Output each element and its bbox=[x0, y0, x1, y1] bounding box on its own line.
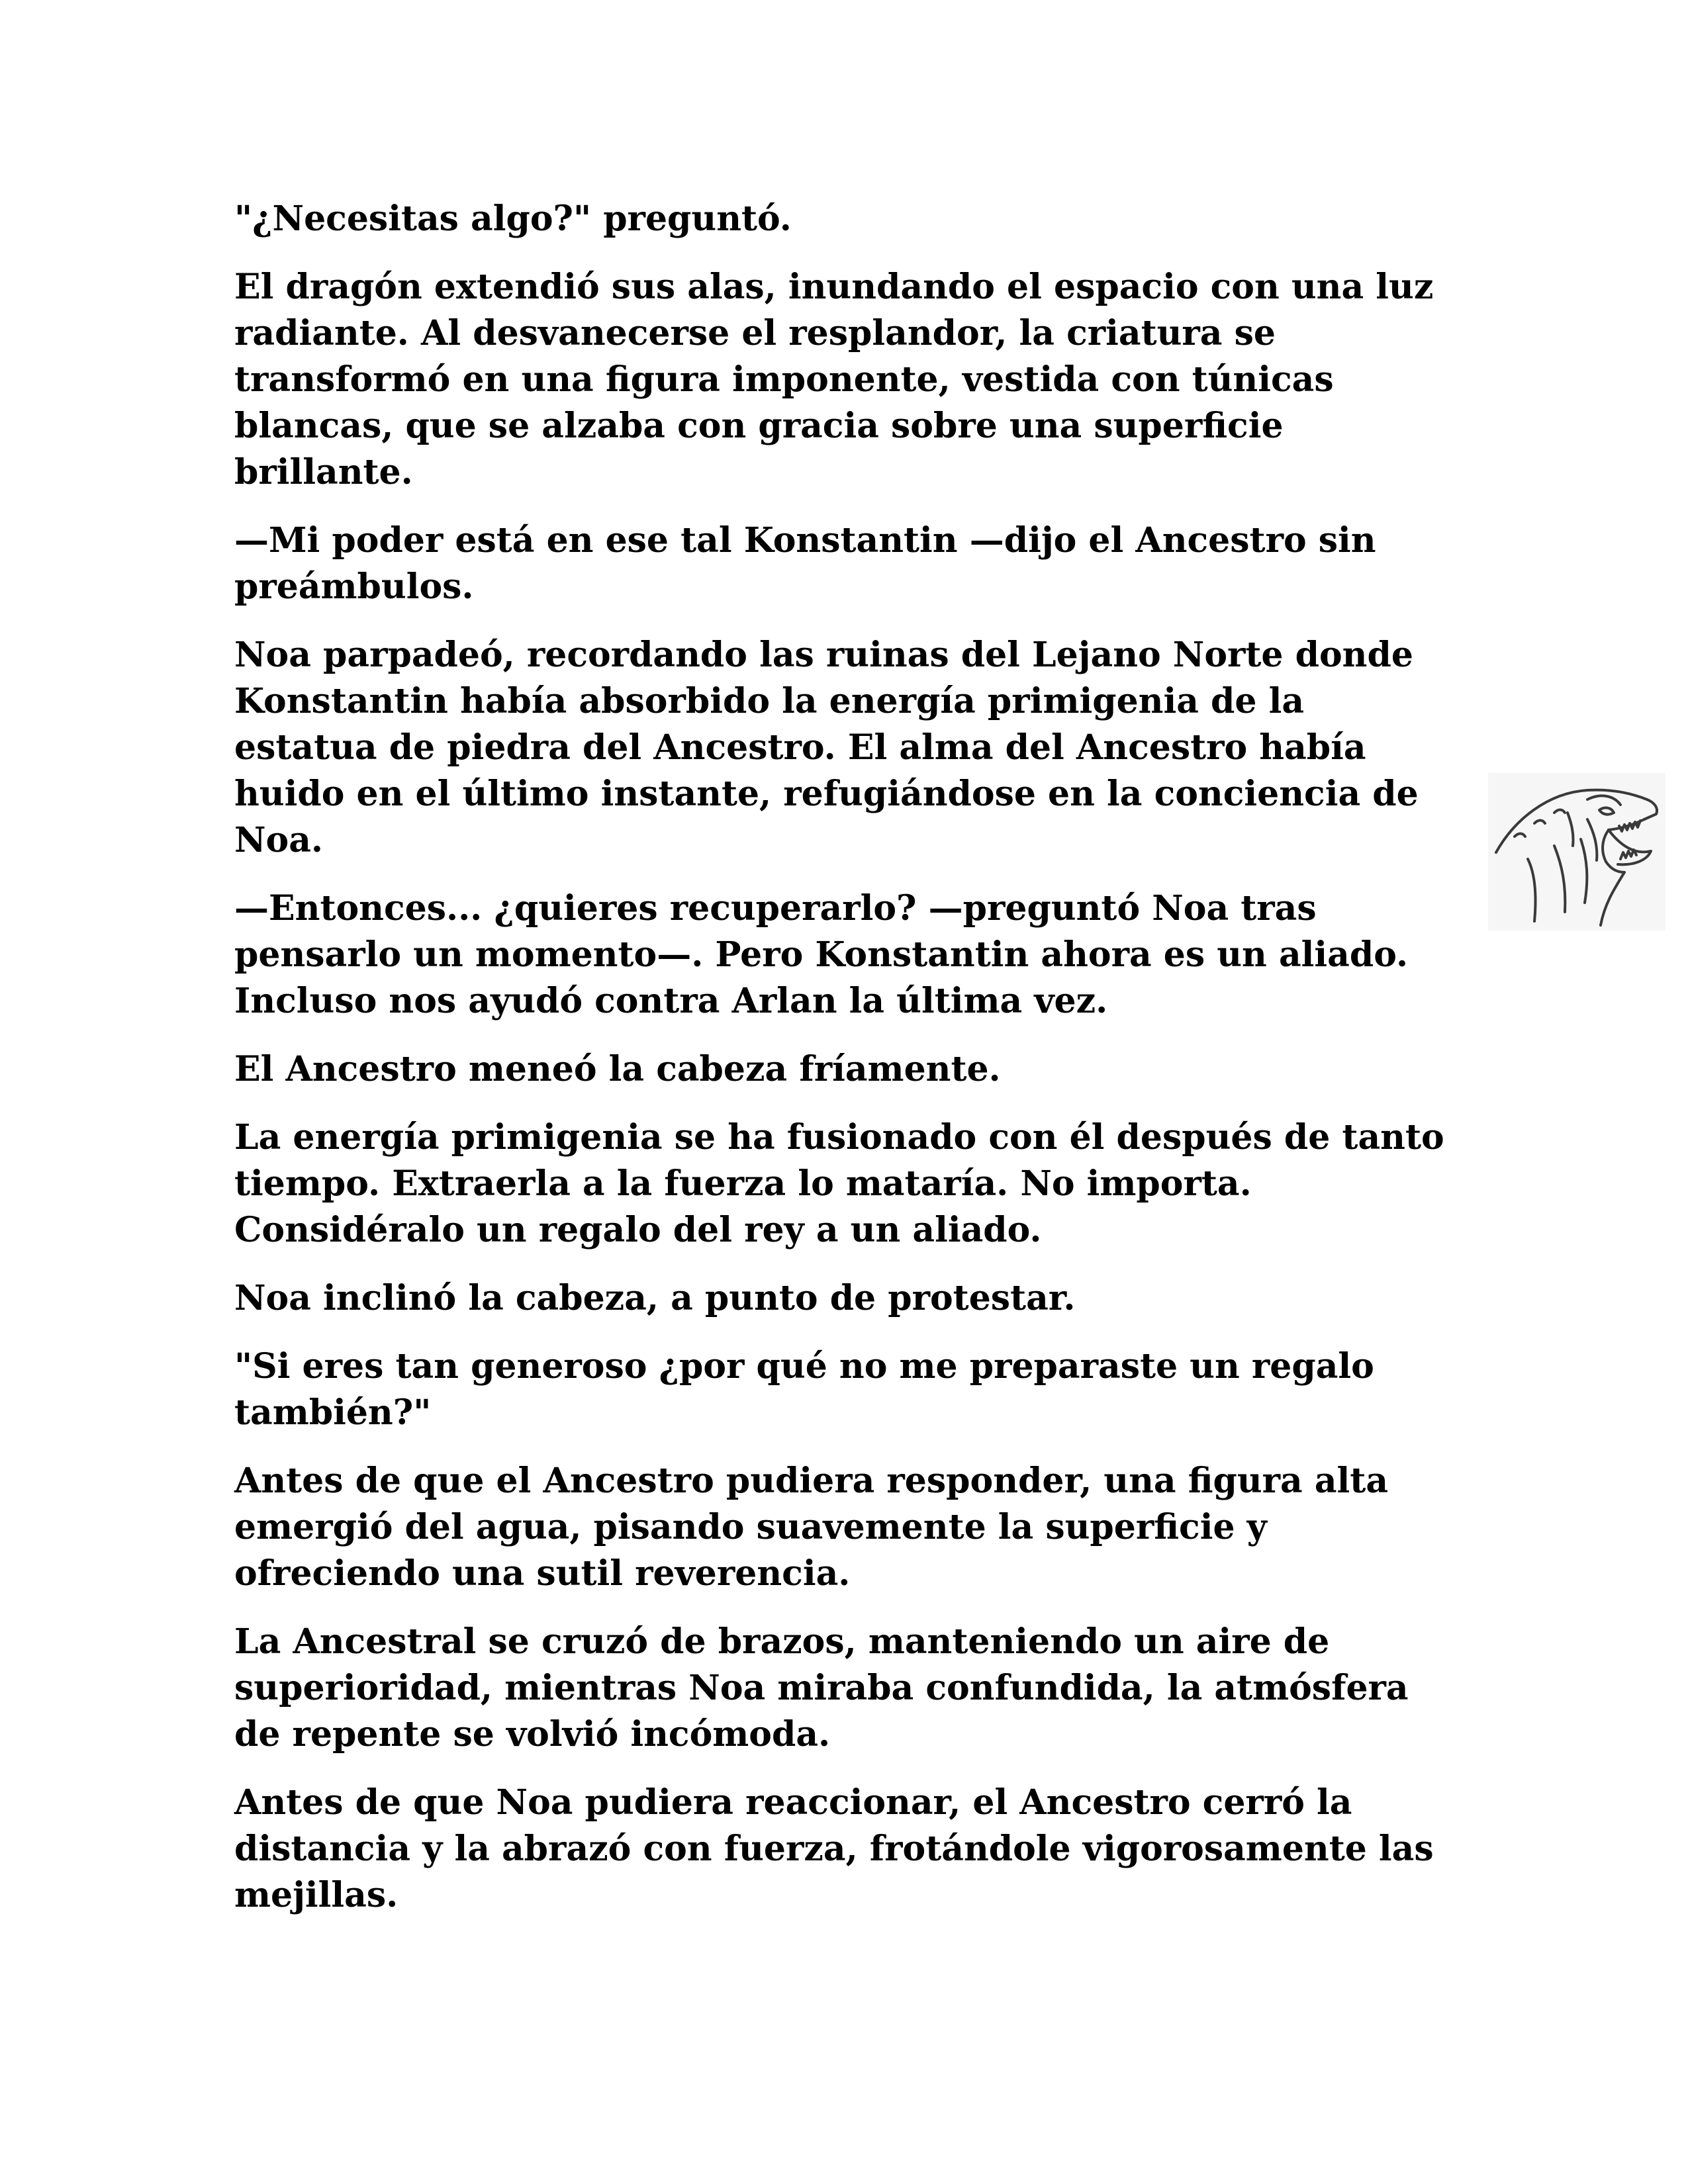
paragraph: "Si eres tan generoso ¿por qué no me preparaste un regalo también?" bbox=[234, 1346, 1374, 1433]
body-text bbox=[234, 196, 1452, 1940]
paragraph: Antes de que Noa pudiera reaccionar, el Ancestro cerró la distancia y la abrazó con fuerza, frotándole vigorosamente las mejillas. bbox=[234, 1782, 1434, 1915]
paragraph: Antes de que el Ancestro pudiera responder, una figura alta emergió del agua, pisando suavemente la superficie y ofreciendo una sutil reverencia. bbox=[234, 1461, 1389, 1594]
dinosaur-head-sketch-icon bbox=[1488, 773, 1665, 931]
paragraph: El Ancestro meneó la cabeza fríamente. bbox=[234, 1049, 1001, 1089]
paragraph: La energía primigenia se ha fusionado con él después de tanto tiempo. Extraerla a la fuerza lo mataría. No importa. Considéralo un regalo del rey a un aliado. bbox=[234, 1117, 1444, 1250]
paragraph: "¿Necesitas algo?" preguntó. bbox=[234, 199, 792, 239]
paragraph: La Ancestral se cruzó de brazos, manteniendo un aire de superioridad, mientras Noa miraba confundida, la atmósfera de repente se volvió incómoda. bbox=[234, 1621, 1409, 1754]
paragraph: El dragón extendió sus alas, inundando el espacio con una luz radiante. Al desvanecerse el resplandor, la criatura se transformó en una figura imponente, vestida con túnicas blancas, que se alzaba con gracia sobre una superficie brillante. bbox=[234, 267, 1434, 492]
paragraph: Noa parpadeó, recordando las ruinas del Lejano Norte donde Konstantin había absorbido la energía primigenia de la estatua de piedra del Ancestro. El alma del Ancestro había huido en el último instante, refugiándose en la conciencia de Noa. bbox=[234, 635, 1419, 860]
paragraph: —Mi poder está en ese tal Konstantin —dijo el Ancestro sin preámbulos. bbox=[234, 520, 1376, 607]
paragraph: Noa inclinó la cabeza, a punto de protestar. bbox=[234, 1278, 1076, 1318]
paragraph: —Entonces... ¿quieres recuperarlo? —preguntó Noa tras pensarlo un momento—. Pero Konstantin ahora es un aliado. Incluso nos ayudó contra Arlan la última vez. bbox=[234, 888, 1409, 1021]
